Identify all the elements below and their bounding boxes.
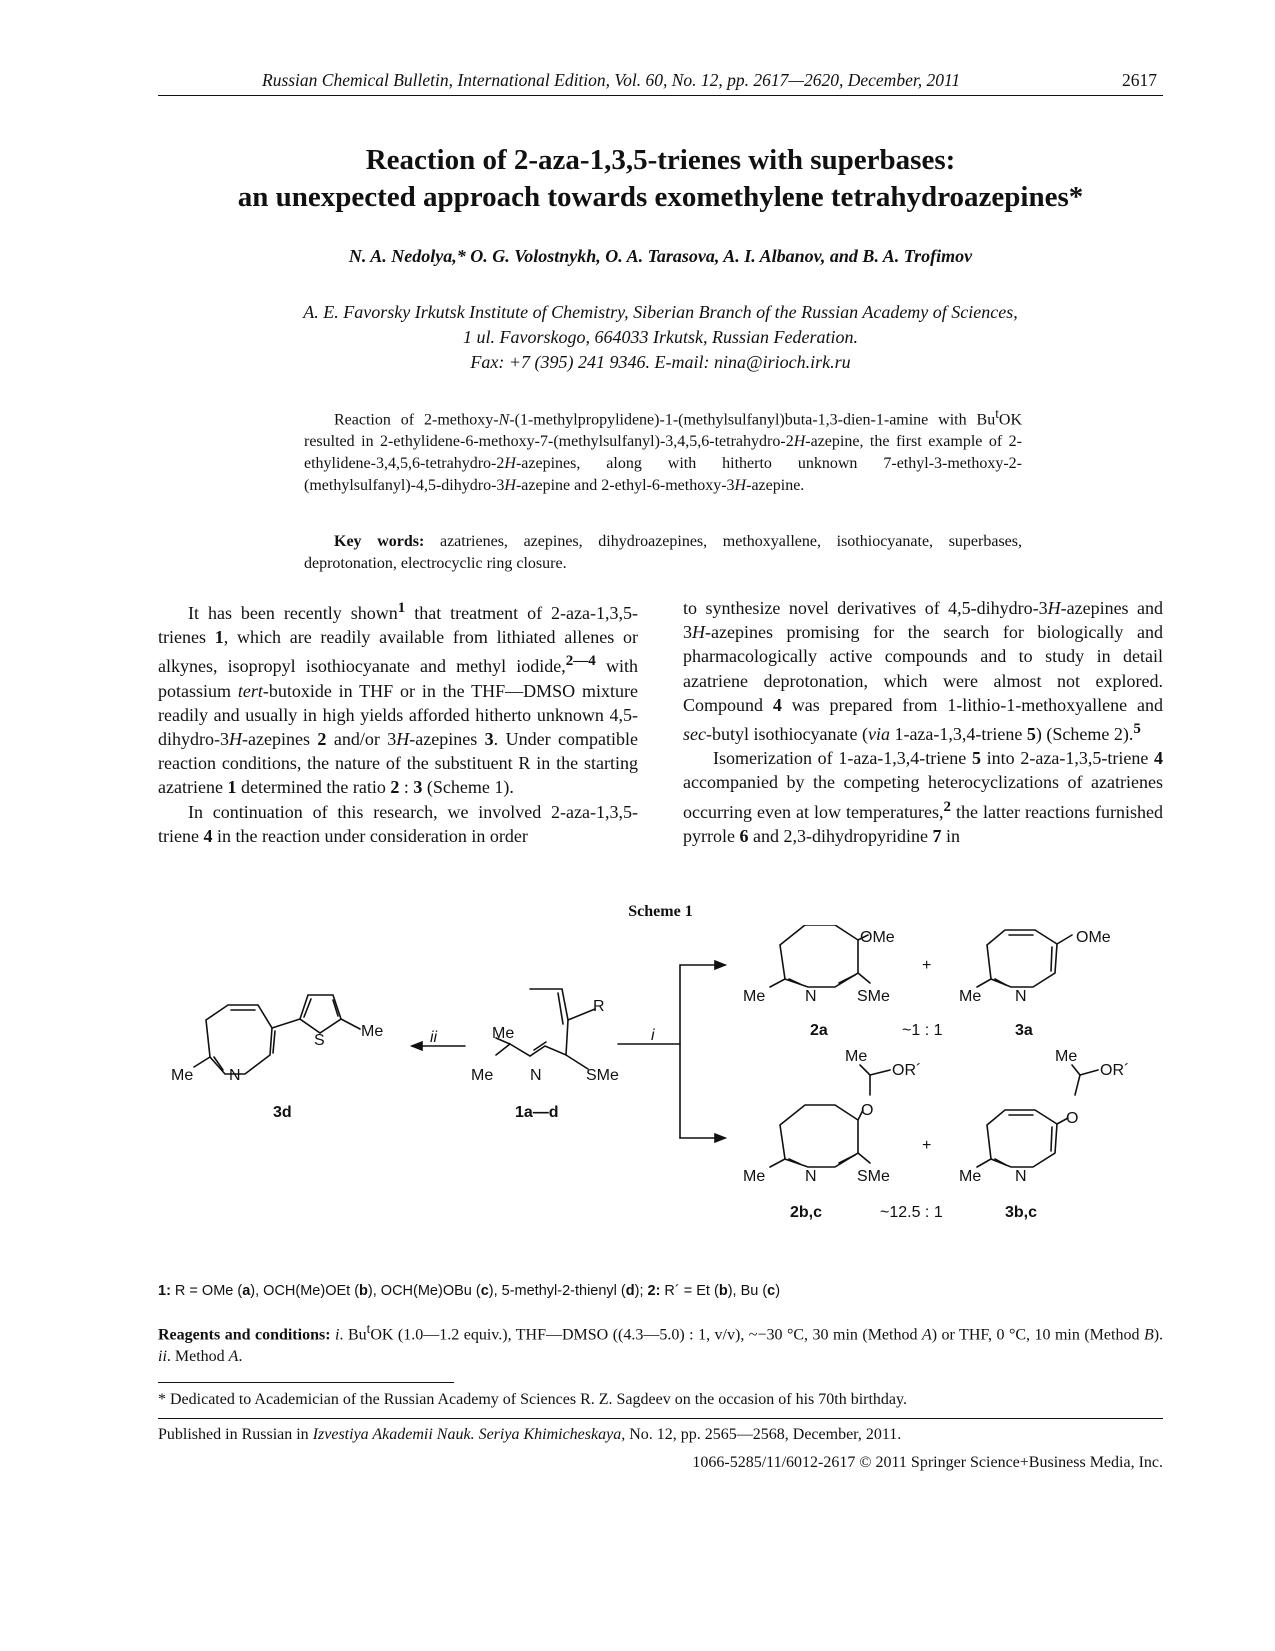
published-in: Published in Russian in Izvestiya Akademii Nauk. Seriya Khimicheskaya, No. 12, pp. 2565—2568, December, 2011. [158,1426,902,1443]
keywords [304,531,1022,575]
body-column-left [158,596,638,848]
abstract-italic: H [734,476,747,494]
label-o: O [1066,1110,1079,1127]
footer-rule [158,1418,1163,1419]
compound-3bc: 3b,c [1005,1204,1038,1221]
label-me: Me [471,1067,494,1084]
paragraph: to synthesize novel derivatives of 4,5-dihydro-3H-azepines and 3H-azepines promising for the search for biologically and pharmacologically active compounds and to study in detail azatriene deprotonation, which were almost not explored. Compound 4 was prepared from 1-lithio-1-methoxyallene and sec-butyl isothiocyanate (via 1-aza-1,3,4-triene 5) (Scheme 2).$^5$ [683,598,1163,745]
label-o: O [861,1102,874,1119]
title-line-1: Reaction of 2-aza-1,3,5-trienes with superbases: [365,144,956,176]
reagents-and-conditions: Reagents and conditions: i. Bu$^t$OK (1.0—1.2 equiv.), THF—DMSO ((4.3—5.0) : 1, v/v), ~−30 °C, 30 min (Method A) or THF, 0 °C, 10 min (Method B). ii. Method A. [158,1321,1164,1366]
label-me: Me [743,988,766,1005]
scheme-legend: 1: R = OMe (a), OCH(Me)OEt (b), OCH(Me)OBu (c), 5-methyl-2-thienyl (d); 2: R´ = Et (b), Bu (c) [158,1283,781,1299]
azepine-ring-3bc [987,1110,1057,1167]
label-me: Me [845,1048,868,1065]
label-n: N [1015,988,1027,1005]
label-or-prime: OR´ [1100,1062,1130,1079]
keywords-label: Key words: [334,533,425,550]
abstract-italic: H [793,433,806,451]
article-title [158,142,1163,216]
abstract-italic: H [504,454,516,472]
label-n: N [1015,1168,1027,1185]
label-sme: SMe [857,1168,890,1185]
ratio-1: ~1 : 1 [902,1022,943,1039]
body-column-right [683,596,1163,848]
label-arrow-ii: ii [430,1029,438,1046]
thiophene-ring [300,995,341,1033]
label-sme: SMe [586,1067,619,1084]
affiliation-line-2: 1 ul. Favorskogo, 664033 Irkutsk, Russian Federation. [463,327,858,347]
abstract-text: Reaction of 2-methoxy- [334,411,499,429]
azepine-ring-3a [987,930,1057,987]
compound-2bc: 2b,c [790,1204,823,1221]
paragraph: In continuation of this research, we involved 2-aza-1,3,5-triene 4 in the reaction under consideration in order [158,801,638,846]
label-n: N [805,988,817,1005]
compound-3d: 3d [273,1104,292,1121]
ratio-2: ~12.5 : 1 [880,1204,943,1221]
footnote-rule [158,1382,454,1383]
label-arrow-i: i [651,1027,655,1044]
title-line-2: an unexpected approach towards exomethylene tetrahydroazepines* [237,181,1084,213]
abstract-text: -(1-methylpropylidene)-1-(methylsulfanyl)buta-1,3-dien-1-amine with Bu [509,411,996,429]
abstract-italic: H [504,476,516,494]
label-ome: OMe [860,929,895,946]
header-rule [158,95,1163,96]
abstract-text: OK resulted in 2-ethylidene-6-methoxy-7-(methylsulfanyl)-3,4,5,6-tetrahydro-2 [304,411,1022,451]
label-me: Me [959,1168,982,1185]
footnote: * Dedicated to Academician of the Russian Academy of Sciences R. Z. Sagdeev on the occasion of his 70th birthday. [158,1391,907,1408]
compound-2a: 2a [810,1022,828,1039]
label-n: N [530,1067,542,1084]
authors: N. A. Nedolya,* O. G. Volostnykh, O. A. Tarasova, A. I. Albanov, and B. A. Trofimov [348,246,973,266]
issn-copyright: 1066-5285/11/6012-2617 © 2011 Springer Science+Business Media, Inc. [692,1454,1163,1471]
label-me: Me [361,1023,384,1040]
page-number: 2617 [1122,70,1157,90]
compound-1ad: 1a—d [515,1104,559,1121]
azepine-ring-2bc [780,1105,858,1167]
label-s: S [314,1032,325,1049]
abstract-text: -azepine. [746,476,805,494]
compound-3a: 3a [1015,1022,1033,1039]
label-ome: OMe [1076,929,1111,946]
reaction-scheme [0,925,1275,1270]
label-me: Me [492,1025,515,1042]
keywords-text: azatrienes, azepines, dihydroazepines, methoxyallene, isothiocyanate, superbases, deprotonation, electrocyclic ring closure. [304,533,1023,572]
label-me: Me [1055,1048,1078,1065]
azepine-ring-2a [780,925,858,987]
plus-sign: + [922,957,932,974]
abstract-italic: N [498,411,510,429]
paragraph: Isomerization of 1-aza-1,3,4-triene 5 into 2-aza-1,3,5-triene 4 accompanied by the competing heterocyclizations of azatrienes occurring even at low temperatures,$^2$ the latter reactions furnished pyrrole 6 and 2,3-dihydropyridine 7 in [683,748,1163,846]
label-me: Me [959,988,982,1005]
label-r: R [593,998,605,1015]
label-n: N [229,1067,241,1084]
label-sme: SMe [857,988,890,1005]
abstract-text: -azepine and 2-ethyl-6-methoxy-3 [515,476,735,494]
affiliation [158,300,1163,375]
label-me: Me [171,1067,194,1084]
abstract-sup: t [995,406,999,421]
affiliation-line-1: A. E. Favorsky Irkutsk Institute of Chemistry, Siberian Branch of the Russian Academy of Sciences, [303,302,1018,322]
abstract-text: -azepine, the first example of 2-ethylidene-3,4,5,6-tetrahydro-2 [304,433,1022,472]
abstract [304,403,1022,497]
abstract-text: -azepines, along with hitherto unknown 7-ethyl-3-methoxy-2-(methylsulfanyl)-4,5-dihydro-3 [304,454,1022,494]
scheme-label: Scheme 1 [628,903,693,920]
label-n: N [805,1168,817,1185]
paragraph: It has been recently shown$^1$ that treatment of 2-aza-1,3,5-trienes 1, which are readily available from lithiated allenes or alkynes, isopropyl isothiocyanate and methyl iodide,$^{2—4}$ with potassium tert-butoxide in THF or in the THF—DMSO mixture readily and usually in high yields afforded hitherto unknown 4,5-dihydro-3H-azepines 2 and/or 3H-azepines 3. Under compatible reaction conditions, the nature of the substituent R in the starting azatriene 1 determined the ratio 2 : 3 (Scheme 1). [158,600,639,798]
label-or-prime: OR´ [892,1062,922,1079]
label-me: Me [743,1168,766,1185]
azepine-ring-3d [206,1005,272,1074]
journal-header: Russian Chemical Bulletin, International Edition, Vol. 60, No. 12, pp. 2617—2620, December, 2011 [262,70,961,90]
plus-sign: + [922,1137,932,1154]
affiliation-line-3: Fax: +7 (395) 241 9346. E-mail: nina@irioch.irk.ru [470,352,851,372]
